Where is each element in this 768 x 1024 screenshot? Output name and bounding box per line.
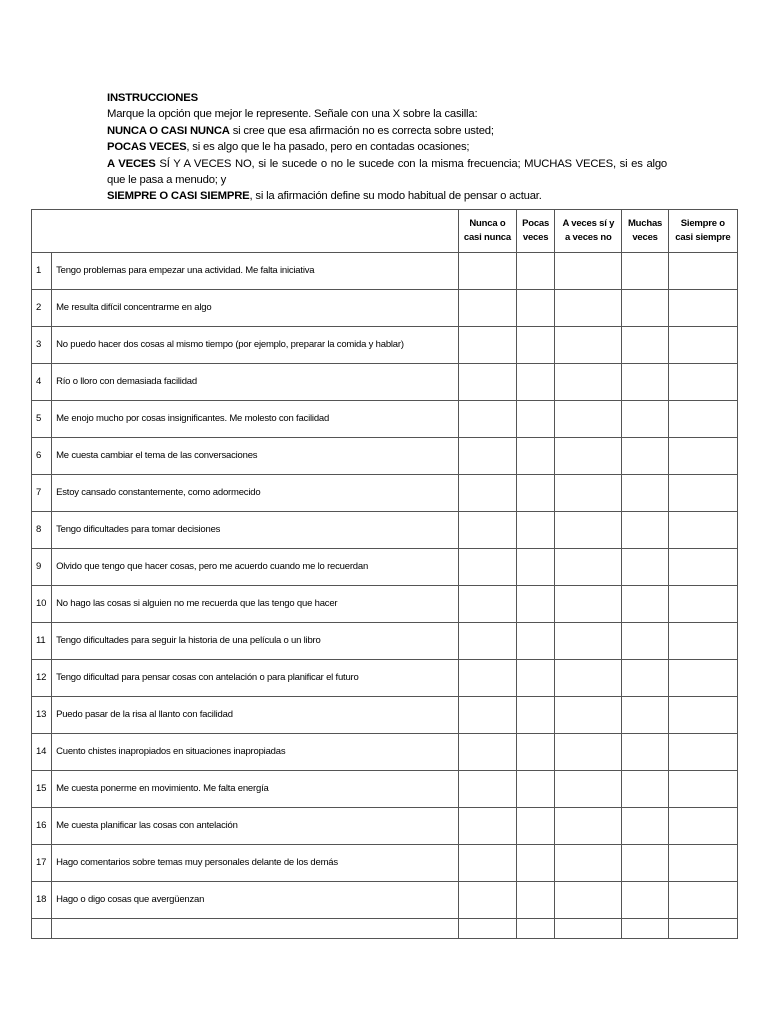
col-siempre: Siempre o casi siempre bbox=[668, 209, 737, 252]
answer-cell[interactable] bbox=[555, 881, 622, 918]
item-text: Hago o digo cosas que avergüenzan bbox=[52, 881, 459, 918]
item-number: 12 bbox=[32, 659, 52, 696]
answer-cell[interactable] bbox=[458, 252, 516, 289]
col-muchas: Muchas veces bbox=[622, 209, 668, 252]
item-number: 3 bbox=[32, 326, 52, 363]
answer-cell[interactable] bbox=[622, 844, 668, 881]
answer-cell[interactable] bbox=[458, 659, 516, 696]
answer-cell[interactable] bbox=[517, 918, 555, 938]
empty-cell bbox=[32, 918, 52, 938]
item-text: Tengo dificultad para pensar cosas con antelación o para planificar el futuro bbox=[52, 659, 459, 696]
answer-cell[interactable] bbox=[668, 659, 737, 696]
instructions-line: POCAS VECES, si es algo que le ha pasado, pero en contadas ocasiones; bbox=[107, 141, 470, 154]
answer-cell[interactable] bbox=[668, 252, 737, 289]
answer-cell[interactable] bbox=[517, 881, 555, 918]
item-number: 15 bbox=[32, 770, 52, 807]
answer-cell[interactable] bbox=[458, 622, 516, 659]
item-text: Me resulta difícil concentrarme en algo bbox=[52, 289, 459, 326]
answer-cell[interactable] bbox=[517, 252, 555, 289]
answer-cell[interactable] bbox=[622, 400, 668, 437]
answer-cell[interactable] bbox=[517, 511, 555, 548]
answer-cell[interactable] bbox=[622, 622, 668, 659]
answer-cell[interactable] bbox=[668, 696, 737, 733]
answer-cell[interactable] bbox=[555, 252, 622, 289]
instructions-line: NUNCA O CASI NUNCA si cree que esa afirmación no es correcta sobre usted; bbox=[107, 124, 494, 137]
item-text: Me cuesta ponerme en movimiento. Me falta energía bbox=[52, 770, 459, 807]
answer-cell[interactable] bbox=[555, 918, 622, 938]
answer-cell[interactable] bbox=[458, 400, 516, 437]
answer-cell[interactable] bbox=[555, 696, 622, 733]
answer-cell[interactable] bbox=[458, 437, 516, 474]
instructions-line: SIEMPRE O CASI SIEMPRE, si la afirmación define su modo habitual de pensar o actuar. bbox=[107, 190, 542, 203]
table-row bbox=[32, 511, 738, 548]
table-row bbox=[32, 437, 738, 474]
answer-cell[interactable] bbox=[668, 844, 737, 881]
answer-cell[interactable] bbox=[668, 548, 737, 585]
item-text: Me cuesta planificar las cosas con antelación bbox=[52, 807, 459, 844]
table-row bbox=[32, 696, 738, 733]
answer-cell[interactable] bbox=[517, 770, 555, 807]
col-nunca: Nunca o casi nunca bbox=[458, 209, 516, 252]
answer-cell[interactable] bbox=[458, 363, 516, 400]
answer-cell[interactable] bbox=[555, 326, 622, 363]
answer-cell[interactable] bbox=[668, 770, 737, 807]
col-pocas: Pocas veces bbox=[517, 209, 555, 252]
item-number: 10 bbox=[32, 585, 52, 622]
empty-row bbox=[32, 918, 738, 938]
answer-cell[interactable] bbox=[668, 363, 737, 400]
answer-cell[interactable] bbox=[622, 437, 668, 474]
instructions bbox=[107, 90, 667, 205]
answer-cell[interactable] bbox=[517, 659, 555, 696]
answer-cell[interactable] bbox=[622, 252, 668, 289]
answer-cell[interactable] bbox=[458, 511, 516, 548]
answer-cell[interactable] bbox=[517, 807, 555, 844]
item-text: Hago comentarios sobre temas muy personales delante de los demás bbox=[52, 844, 459, 881]
col-a-veces: A veces sí y a veces no bbox=[555, 209, 622, 252]
item-number: 14 bbox=[32, 733, 52, 770]
answer-cell[interactable] bbox=[555, 807, 622, 844]
answer-cell[interactable] bbox=[458, 474, 516, 511]
table-row bbox=[32, 252, 738, 289]
item-number: 7 bbox=[32, 474, 52, 511]
answer-cell[interactable] bbox=[555, 289, 622, 326]
answer-cell[interactable] bbox=[458, 918, 516, 938]
item-number: 9 bbox=[32, 548, 52, 585]
item-text: Me cuesta cambiar el tema de las conversaciones bbox=[52, 437, 459, 474]
answer-cell[interactable] bbox=[458, 696, 516, 733]
answer-cell[interactable] bbox=[555, 659, 622, 696]
answer-cell[interactable] bbox=[458, 289, 516, 326]
table-row bbox=[32, 326, 738, 363]
answer-cell[interactable] bbox=[668, 807, 737, 844]
instructions-title: INSTRUCCIONES bbox=[107, 92, 198, 104]
item-text: Tengo dificultades para seguir la historia de una película o un libro bbox=[52, 622, 459, 659]
item-text: Cuento chistes inapropiados en situaciones inapropiadas bbox=[52, 733, 459, 770]
answer-cell[interactable] bbox=[668, 622, 737, 659]
answer-cell[interactable] bbox=[555, 622, 622, 659]
item-number: 11 bbox=[32, 622, 52, 659]
answer-cell[interactable] bbox=[622, 474, 668, 511]
item-number: 18 bbox=[32, 881, 52, 918]
answer-cell[interactable] bbox=[517, 474, 555, 511]
table-row bbox=[32, 400, 738, 437]
answer-cell[interactable] bbox=[622, 326, 668, 363]
table-row bbox=[32, 622, 738, 659]
answer-cell[interactable] bbox=[622, 881, 668, 918]
answer-cell[interactable] bbox=[517, 585, 555, 622]
item-number: 17 bbox=[32, 844, 52, 881]
empty-cell bbox=[52, 918, 459, 938]
answer-cell[interactable] bbox=[517, 437, 555, 474]
answer-cell[interactable] bbox=[622, 289, 668, 326]
item-text: No puedo hacer dos cosas al mismo tiempo (por ejemplo, preparar la comida y hablar) bbox=[52, 326, 459, 363]
answer-cell[interactable] bbox=[555, 511, 622, 548]
item-text: No hago las cosas si alguien no me recuerda que las tengo que hacer bbox=[52, 585, 459, 622]
item-text: Estoy cansado constantemente, como adormecido bbox=[52, 474, 459, 511]
answer-cell[interactable] bbox=[517, 400, 555, 437]
answer-cell[interactable] bbox=[622, 511, 668, 548]
answer-cell[interactable] bbox=[555, 844, 622, 881]
answer-cell[interactable] bbox=[622, 659, 668, 696]
answer-cell[interactable] bbox=[458, 770, 516, 807]
table-row bbox=[32, 807, 738, 844]
answer-cell[interactable] bbox=[517, 326, 555, 363]
answer-cell[interactable] bbox=[668, 437, 737, 474]
answer-cell[interactable] bbox=[458, 733, 516, 770]
answer-cell[interactable] bbox=[555, 474, 622, 511]
answer-cell[interactable] bbox=[517, 548, 555, 585]
item-text: Río o lloro con demasiada facilidad bbox=[52, 363, 459, 400]
item-number: 13 bbox=[32, 696, 52, 733]
answer-cell[interactable] bbox=[517, 696, 555, 733]
item-text: Puedo pasar de la risa al llanto con facilidad bbox=[52, 696, 459, 733]
instructions-line: Marque la opción que mejor le represente. Señale con una X sobre la casilla: bbox=[107, 108, 478, 121]
answer-cell[interactable] bbox=[668, 326, 737, 363]
item-number: 5 bbox=[32, 400, 52, 437]
answer-cell[interactable] bbox=[555, 548, 622, 585]
answer-cell[interactable] bbox=[668, 289, 737, 326]
answer-cell[interactable] bbox=[622, 918, 668, 938]
answer-cell[interactable] bbox=[458, 881, 516, 918]
item-number: 4 bbox=[32, 363, 52, 400]
questionnaire-table bbox=[31, 209, 738, 939]
table-row bbox=[32, 289, 738, 326]
header-row bbox=[32, 209, 738, 252]
answer-cell[interactable] bbox=[668, 881, 737, 918]
answer-cell[interactable] bbox=[555, 733, 622, 770]
item-text: Tengo problemas para empezar una actividad. Me falta iniciativa bbox=[52, 252, 459, 289]
item-text: Olvido que tengo que hacer cosas, pero me acuerdo cuando me lo recuerdan bbox=[52, 548, 459, 585]
table-row bbox=[32, 474, 738, 511]
table-row bbox=[32, 659, 738, 696]
answer-cell[interactable] bbox=[458, 844, 516, 881]
answer-cell[interactable] bbox=[517, 844, 555, 881]
table-row bbox=[32, 585, 738, 622]
answer-cell[interactable] bbox=[517, 733, 555, 770]
item-number: 2 bbox=[32, 289, 52, 326]
answer-cell[interactable] bbox=[458, 807, 516, 844]
answer-cell[interactable] bbox=[668, 733, 737, 770]
item-text: Me enojo mucho por cosas insignificantes. Me molesto con facilidad bbox=[52, 400, 459, 437]
table-row bbox=[32, 844, 738, 881]
table-row bbox=[32, 548, 738, 585]
instructions-line: A VECES SÍ Y A VECES NO, si le sucede o no le sucede con la misma frecuencia; MUCHAS VECES, si es algo que le pasa a menudo; y bbox=[107, 157, 668, 187]
table-row bbox=[32, 881, 738, 918]
answer-cell[interactable] bbox=[517, 289, 555, 326]
answer-cell[interactable] bbox=[555, 400, 622, 437]
header-blank bbox=[32, 209, 459, 252]
answer-cell[interactable] bbox=[668, 585, 737, 622]
answer-cell[interactable] bbox=[668, 400, 737, 437]
table-row bbox=[32, 770, 738, 807]
answer-cell[interactable] bbox=[458, 548, 516, 585]
answer-cell[interactable] bbox=[517, 363, 555, 400]
table-row bbox=[32, 363, 738, 400]
answer-cell[interactable] bbox=[555, 770, 622, 807]
answer-cell[interactable] bbox=[517, 622, 555, 659]
item-text: Tengo dificultades para tomar decisiones bbox=[52, 511, 459, 548]
answer-cell[interactable] bbox=[668, 511, 737, 548]
item-number: 6 bbox=[32, 437, 52, 474]
answer-cell[interactable] bbox=[622, 807, 668, 844]
answer-cell[interactable] bbox=[622, 696, 668, 733]
answer-cell[interactable] bbox=[668, 474, 737, 511]
answer-cell[interactable] bbox=[622, 363, 668, 400]
item-number: 16 bbox=[32, 807, 52, 844]
answer-cell[interactable] bbox=[555, 363, 622, 400]
answer-cell[interactable] bbox=[622, 548, 668, 585]
answer-cell[interactable] bbox=[668, 918, 737, 938]
item-number: 8 bbox=[32, 511, 52, 548]
answer-cell[interactable] bbox=[622, 770, 668, 807]
item-number: 1 bbox=[32, 252, 52, 289]
table-row bbox=[32, 733, 738, 770]
answer-cell[interactable] bbox=[555, 437, 622, 474]
answer-cell[interactable] bbox=[622, 733, 668, 770]
answer-cell[interactable] bbox=[555, 585, 622, 622]
answer-cell[interactable] bbox=[458, 585, 516, 622]
answer-cell[interactable] bbox=[458, 326, 516, 363]
answer-cell[interactable] bbox=[622, 585, 668, 622]
